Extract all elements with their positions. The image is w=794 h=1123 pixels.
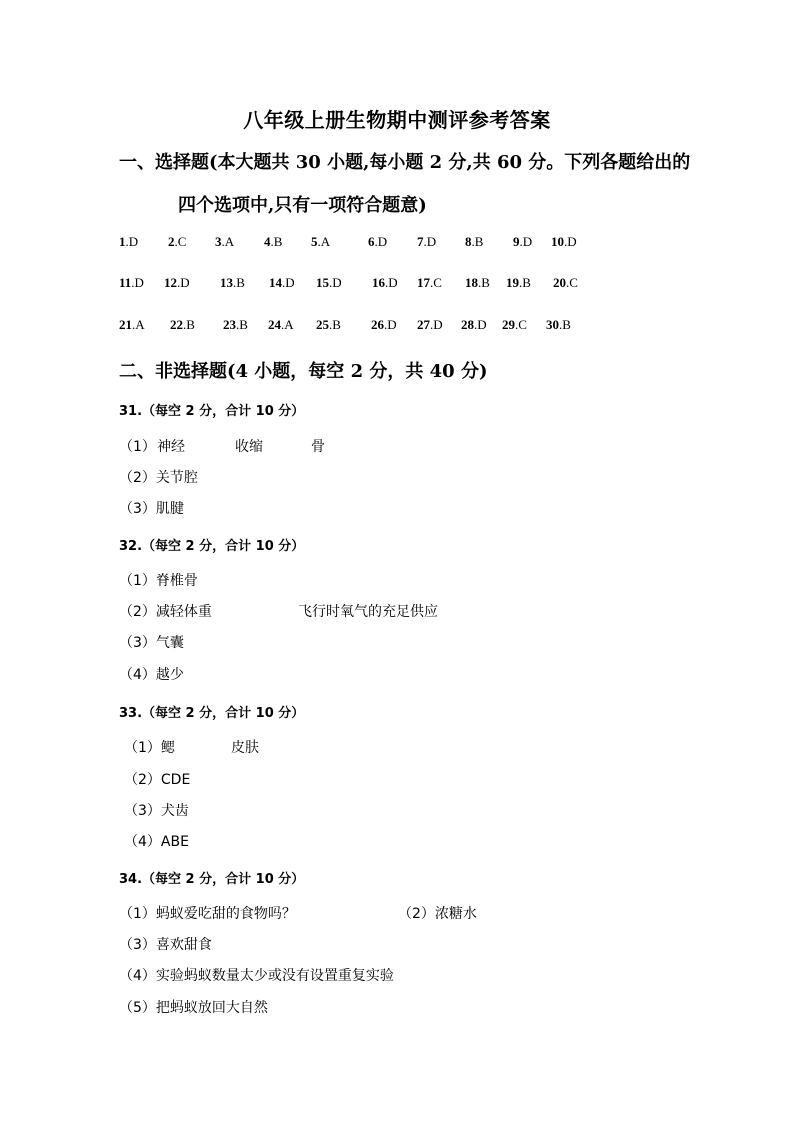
choice-answer: 22.B xyxy=(170,317,195,332)
choice-answer: 9.D xyxy=(513,234,533,249)
q33-answer-2: （2）CDE xyxy=(124,772,191,788)
choice-answer: 21.A xyxy=(119,317,145,332)
choice-answer: 8.B xyxy=(465,234,484,249)
choice-answer: 13.B xyxy=(220,275,245,290)
choice-answer: 1.D xyxy=(119,234,139,249)
choice-answer: 27.D xyxy=(417,317,443,332)
choice-answer: 24.A xyxy=(268,317,294,332)
choice-answer: 15.D xyxy=(316,275,342,290)
q33-answer-4: （4）ABE xyxy=(124,834,189,850)
q34-answer-3: （3）喜欢甜食 xyxy=(119,937,212,953)
choice-answer: 28.D xyxy=(461,317,487,332)
q31-answer-1-blank-2: 收缩 xyxy=(235,439,263,455)
q31-answer-1-label: （1） xyxy=(119,439,156,455)
choice-answer: 16.D xyxy=(372,275,398,290)
q32-answer-2-blank-2: 飞行时氧气的充足供应 xyxy=(298,604,438,620)
q31-answer-3: （3）肌腱 xyxy=(119,501,184,517)
q34-heading: 34.（每空 2 分，合计 10 分） xyxy=(119,872,305,887)
q31-heading: 31.（每空 2 分，合计 10 分） xyxy=(119,404,305,419)
choice-answer: 5.A xyxy=(311,234,331,249)
q33-answer-1-blank-1: （1）鳃 xyxy=(124,740,175,756)
choice-answer: 10.D xyxy=(551,234,577,249)
section2-heading: 二、非选择题(4 小题，每空 2 分，共 40 分) xyxy=(119,361,488,382)
choice-answer: 20.C xyxy=(553,275,578,290)
choice-answer: 18.B xyxy=(465,275,490,290)
choice-answer: 2.C xyxy=(168,234,187,249)
q32-heading: 32.（每空 2 分，合计 10 分） xyxy=(119,539,305,554)
q31-answer-1-blank-1: 神经 xyxy=(157,439,185,455)
choice-answer: 23.B xyxy=(223,317,248,332)
choice-answer: 29.C xyxy=(502,317,527,332)
q32-answer-1: （1）脊椎骨 xyxy=(119,573,198,589)
q34-answer-5: （5）把蚂蚁放回大自然 xyxy=(119,1000,268,1016)
q33-heading: 33.（每空 2 分，合计 10 分） xyxy=(119,706,305,721)
choice-answer: 26.D xyxy=(371,317,397,332)
q32-answer-2-blank-1: （2）减轻体重 xyxy=(119,604,212,620)
choice-answer: 12.D xyxy=(164,275,190,290)
choice-answer: 30.B xyxy=(546,317,571,332)
choice-answer: 19.B xyxy=(506,275,531,290)
choice-answer: 11.D xyxy=(119,275,144,290)
choice-answer: 14.D xyxy=(269,275,295,290)
choice-answer: 4.B xyxy=(264,234,283,249)
q31-answer-2: （2）关节腔 xyxy=(119,470,198,486)
section1-heading-line1: 一、选择题(本大题共 30 小题,每小题 2 分,共 60 分。下列各题给出的 xyxy=(119,152,691,173)
q32-answer-3: （3）气囊 xyxy=(119,635,184,651)
q34-answer-1: （1）蚂蚁爱吃甜的食物吗？ xyxy=(119,906,296,922)
q31-answer-1-blank-3: 骨 xyxy=(311,439,325,455)
q32-answer-4: （4）越少 xyxy=(119,667,184,683)
page-title: 八年级上册生物期中测评参考答案 xyxy=(243,108,551,132)
choice-answer: 7.D xyxy=(417,234,437,249)
section1-heading-line2: 四个选项中,只有一项符合题意) xyxy=(178,195,427,216)
choice-answer: 25.B xyxy=(316,317,341,332)
q33-answer-3: （3）犬齿 xyxy=(124,803,189,819)
q34-answer-4: （4）实验蚂蚁数量太少或没有设置重复实验 xyxy=(119,968,394,984)
choice-answer: 17.C xyxy=(417,275,442,290)
q33-answer-1-blank-2: 皮肤 xyxy=(231,740,259,756)
choice-answer: 3.A xyxy=(215,234,235,249)
q34-answer-2: （2）浓糖水 xyxy=(398,906,477,922)
choice-answer: 6.D xyxy=(368,234,388,249)
